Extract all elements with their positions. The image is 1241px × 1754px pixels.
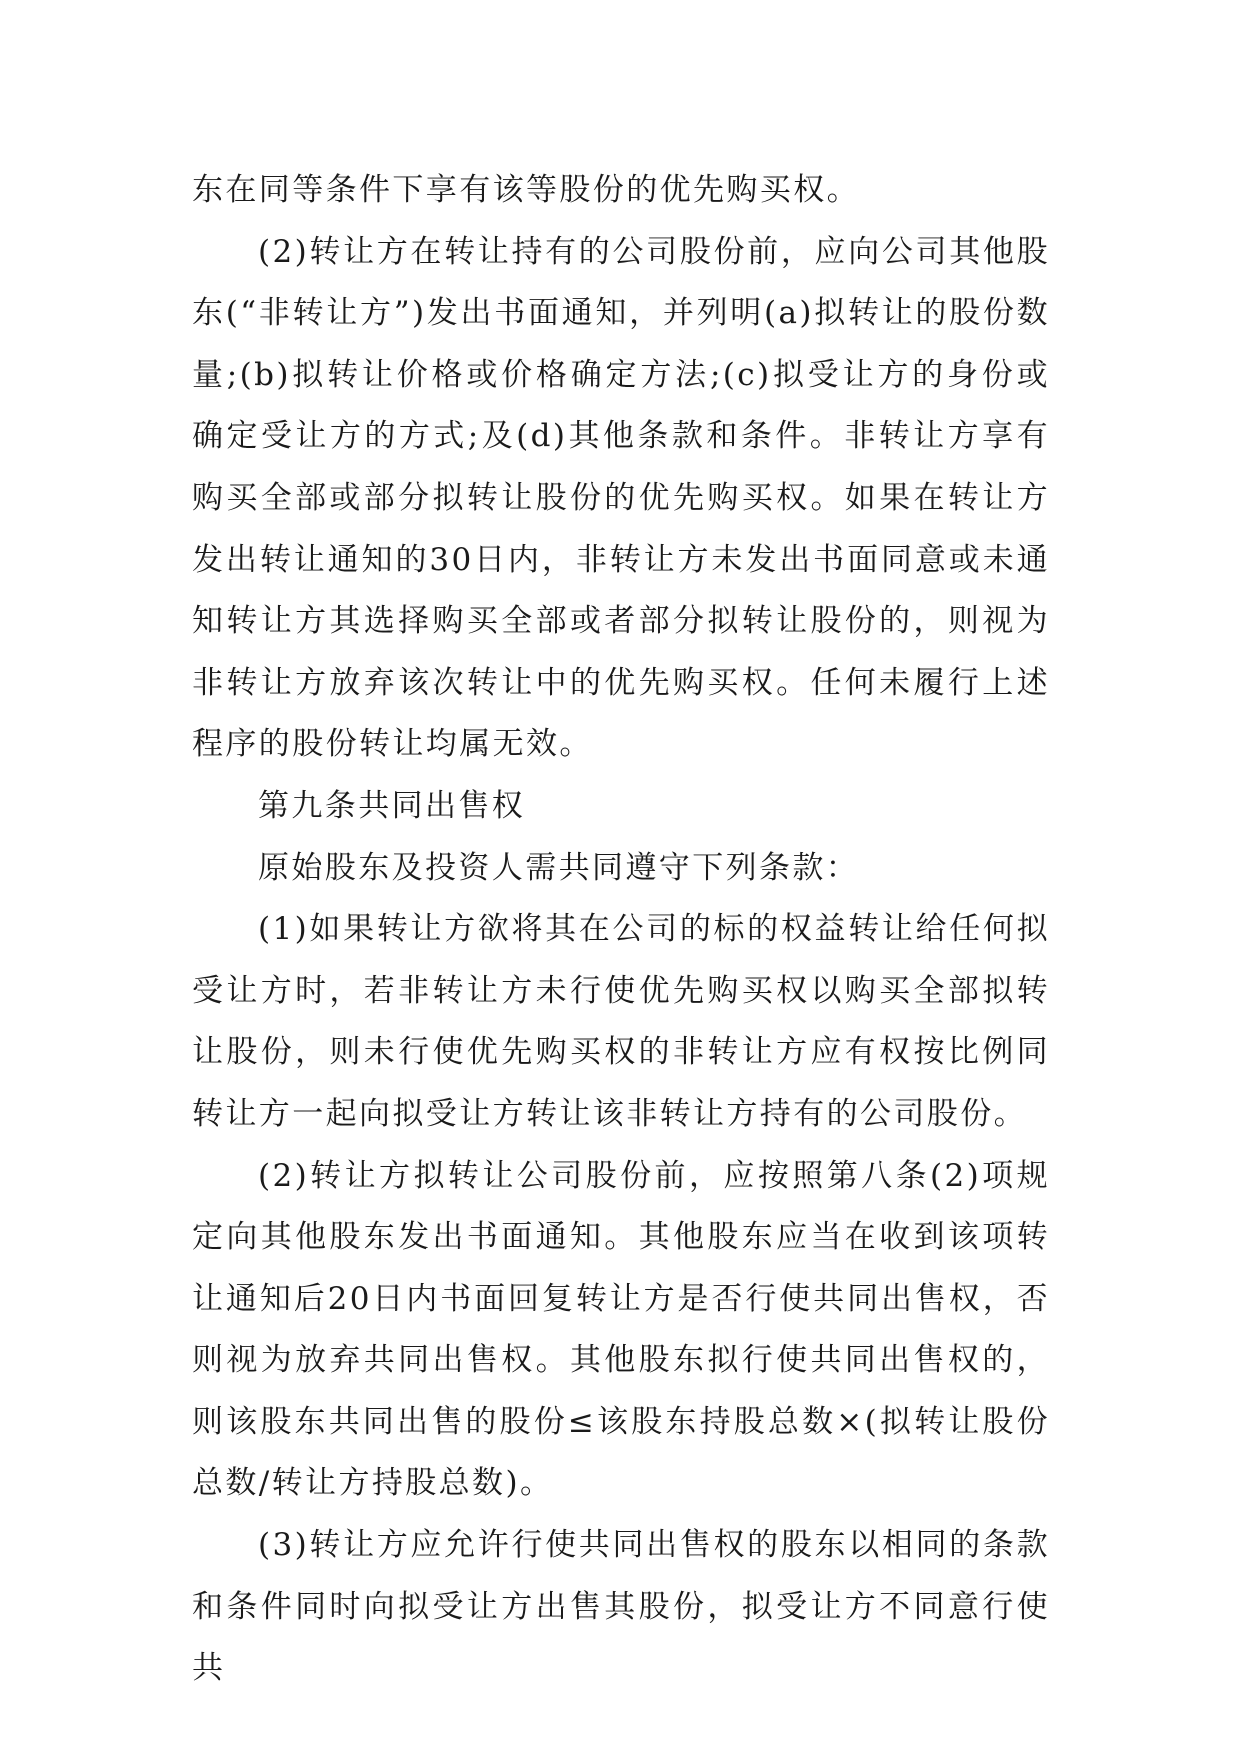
paragraph-clause-2: (2)转让方拟转让公司股份前，应按照第八条(2)项规定向其他股东发出书面通知。其他股东应当在收到该项转让通知后20日内书面回复转让方是否行使共同出售权，否则视为放弃共同出售权。其他股东拟行使共同出售权的，则该股东共同出售的股份≤该股东持股总数×(拟转让股份总数/转让方持股总数)。 [192, 1157, 1050, 1502]
paragraph-transfer-notice: (2)转让方在转让持有的公司股份前，应向公司其他股东(“非转让方”)发出书面通知，并列明(a)拟转让的股份数量;(b)拟转让价格或价格确定方法;(c)拟受让方的身份或确定受让方的方式;及(d)其他条款和条件。非转让方享有购买全部或部分拟转让股份的优先购买权。如果在转让方发出转让通知的30日内，非转让方未发出书面同意或未通知转让方其选择购买全部或者部分拟转让股份的，则视为非转让方放弃该次转让中的优先购买权。任何未履行上述程序的股份转让均属无效。 [192, 233, 1050, 763]
document-body [192, 160, 1050, 1700]
paragraph-intro-clause: 原始股东及投资人需共同遵守下列条款： [258, 849, 860, 886]
paragraph-continuation: 东在同等条件下享有该等股份的优先购买权。 [192, 172, 860, 208]
article-nine-heading: 第九条共同出售权 [258, 787, 526, 824]
paragraph-clause-1: (1)如果转让方欲将其在公司的标的权益转让给任何拟受让方时，若非转让方未行使优先购买权以购买全部拟转让股份，则未行使优先购买权的非转让方应有权按比例同转让方一起向拟受让方转让该非转让方持有的公司股份。 [192, 911, 1050, 1132]
paragraph-clause-3: (3)转让方应允许行使共同出售权的股东以相同的条款和条件同时向拟受让方出售其股份，拟受让方不同意行使共 [192, 1527, 1050, 1687]
